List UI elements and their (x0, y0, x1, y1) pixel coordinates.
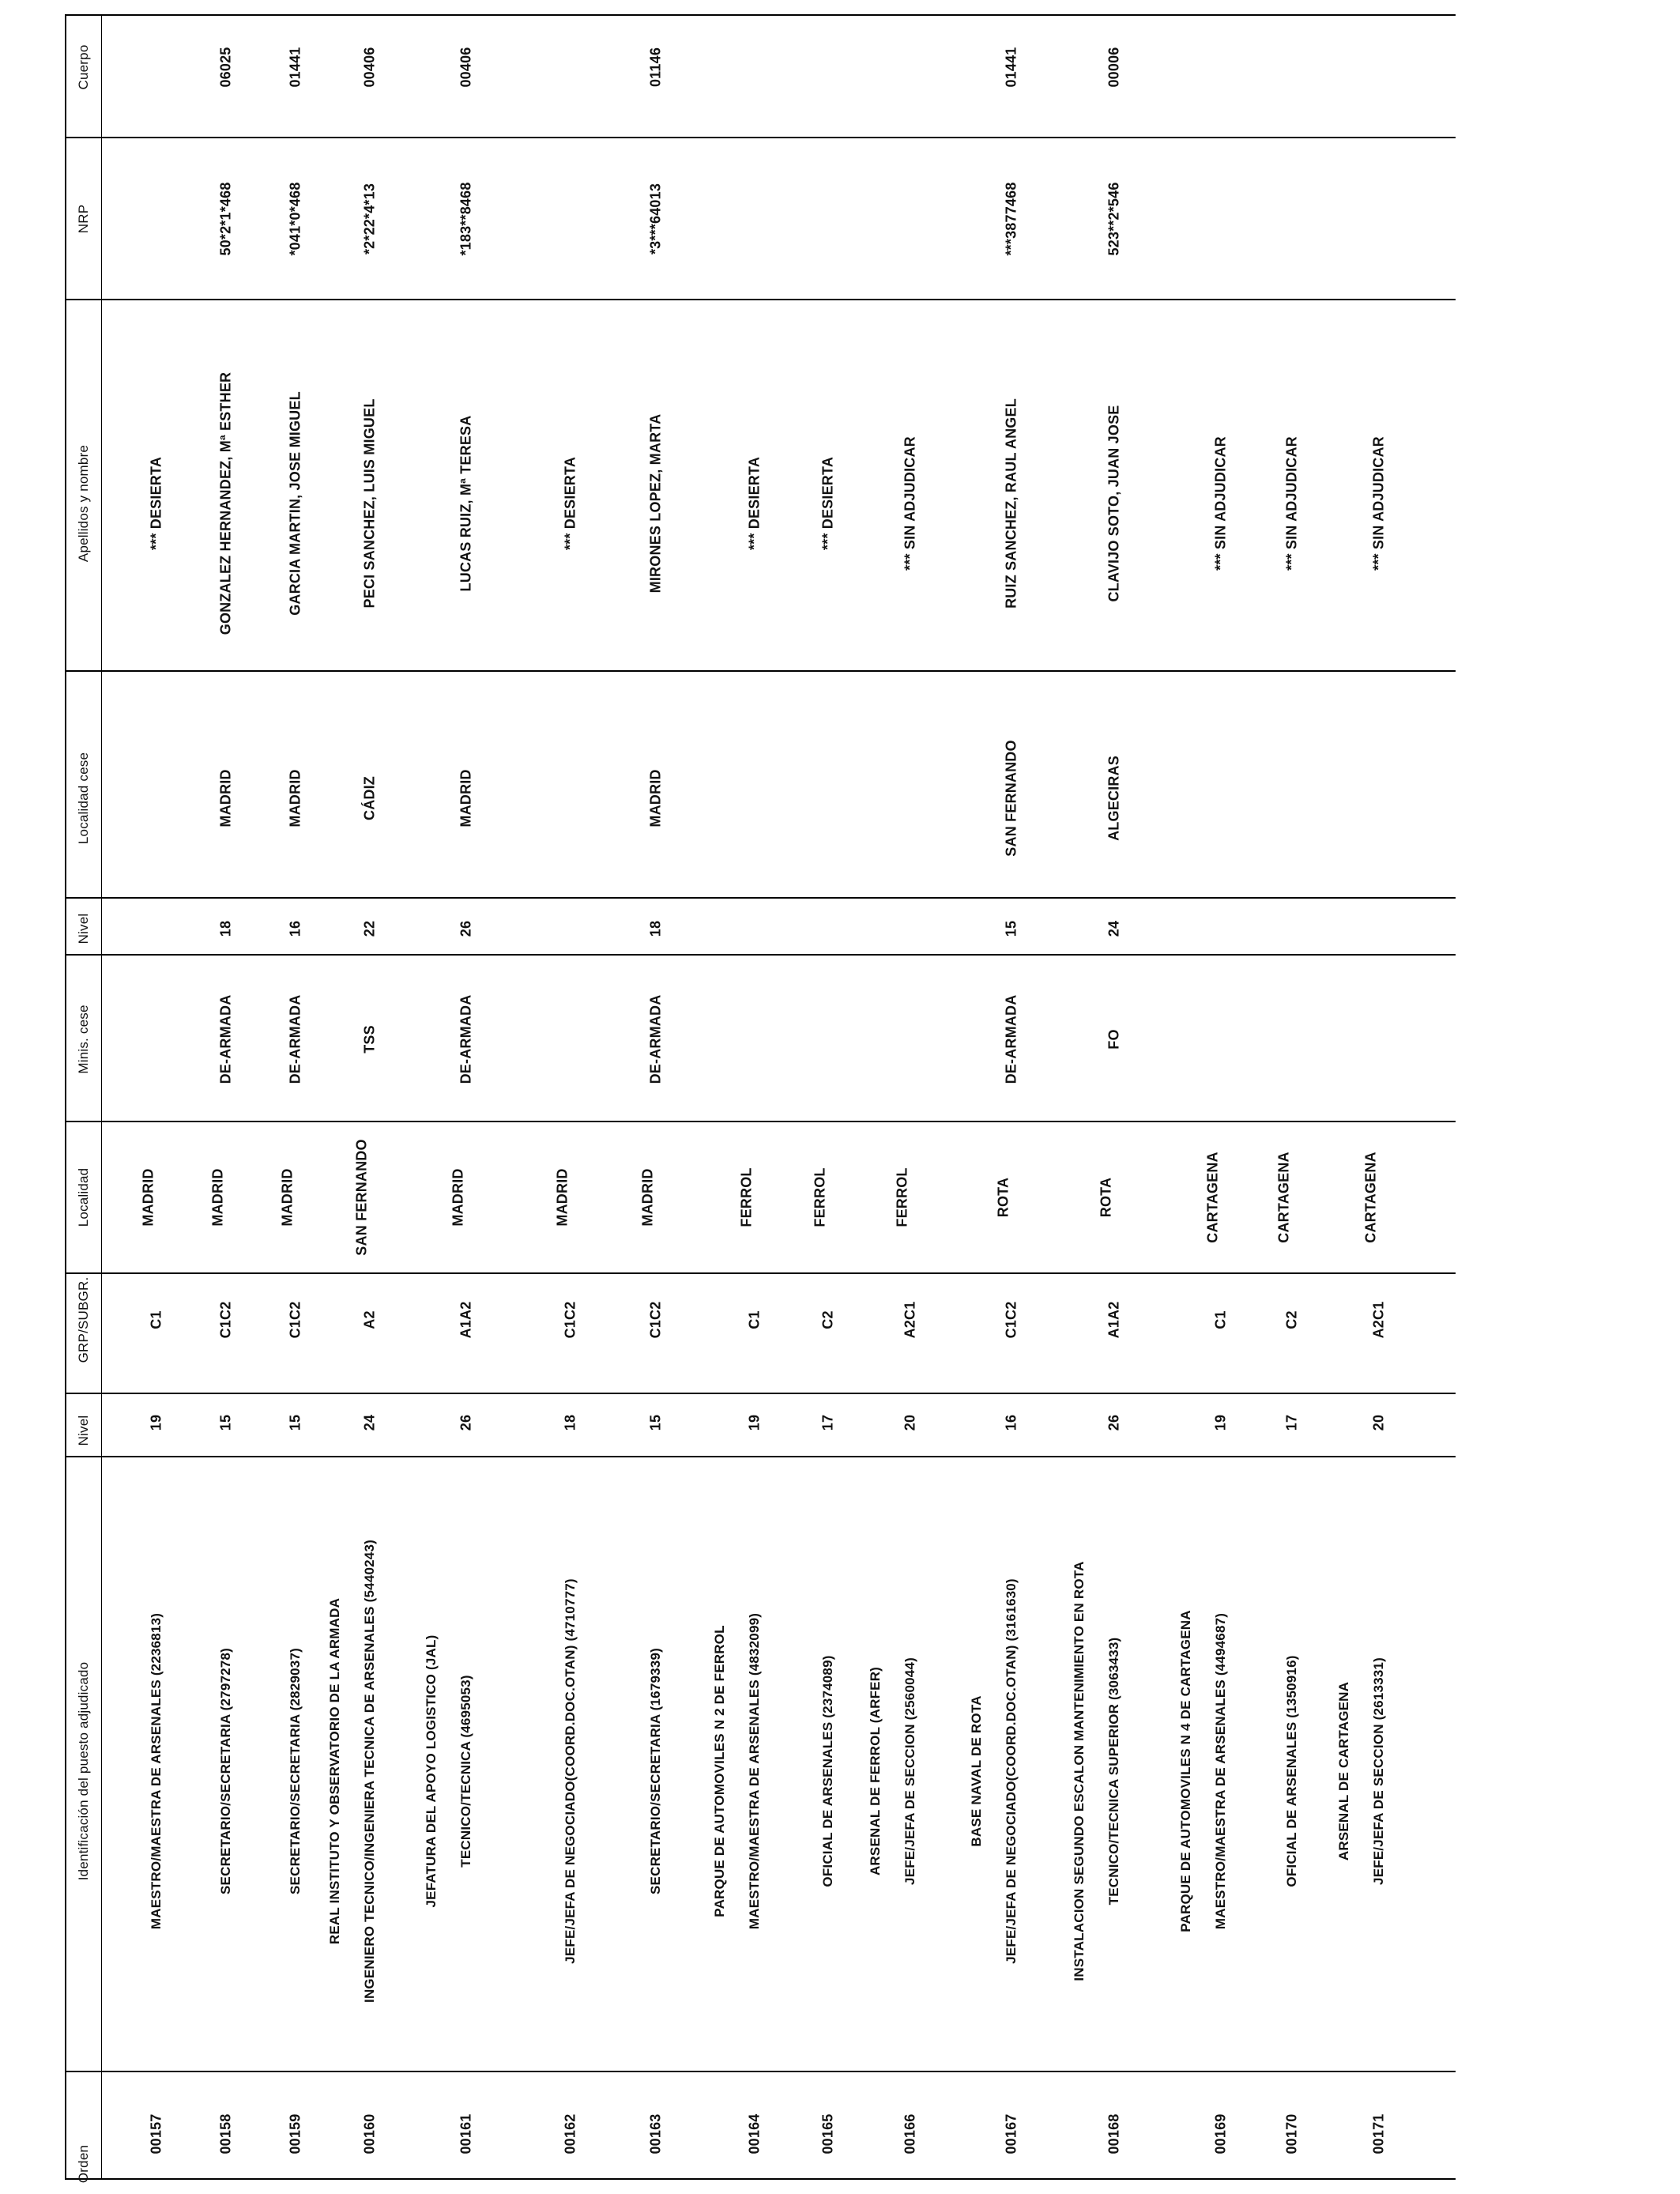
cell-orden: 00159 (287, 2113, 303, 2154)
cell-grp: A1A2 (1106, 1301, 1122, 1339)
cell-localidad-cese: MADRID (217, 769, 234, 827)
cell-minis-cese: DE-ARMADA (287, 994, 303, 1084)
cell-localidad: CARTAGENA (1362, 1152, 1379, 1243)
cell-minis-cese: DE-ARMADA (217, 994, 234, 1084)
cell-puesto: OFICIAL DE ARSENALES (1350916) (1284, 1655, 1299, 1887)
header-apellidos: Apellidos y nombre (76, 444, 91, 563)
cell-localidad: MADRID (639, 1168, 656, 1227)
cell-puesto: INGENIERO TECNICO/INGENIERA TECNICA DE ARSENALES (5440243) (362, 1540, 377, 2003)
cell-puesto: SECRETARIO/SECRETARIA (1679339) (648, 1648, 663, 1894)
cell-localidad: MADRID (279, 1168, 296, 1227)
cell-puesto: JEFE/JEFA DE SECCION (2560044) (902, 1657, 917, 1885)
cell-localidad: ROTA (995, 1177, 1011, 1218)
cell-nivel: 18 (562, 1414, 578, 1431)
cell-nivel: 17 (819, 1414, 836, 1431)
cell-localidad-cese: MADRID (647, 769, 664, 827)
cell-unidad: REAL INSTITUTO Y OBSERVATORIO DE LA ARMADA (327, 1597, 342, 1945)
cell-localidad: MADRID (140, 1168, 156, 1227)
cell-unidad: INSTALACION SEGUNDO ESCALON MANTENIMIENTO EN ROTA (1072, 1561, 1087, 1981)
cell-cuerpo: 00006 (1106, 47, 1122, 88)
cell-cuerpo: 01146 (647, 47, 664, 88)
frame-bottom-rule (65, 2178, 1456, 2180)
cell-orden: 00160 (361, 2113, 378, 2154)
cell-apellidos-nombre: LUCAS RUIZ, Mª TERESA (458, 415, 474, 592)
cell-nivel-cese: 15 (1003, 920, 1019, 937)
column-rule (65, 1393, 1456, 1394)
cell-grp: C2 (819, 1310, 836, 1329)
cell-unidad: ARSENAL DE CARTAGENA (1336, 1681, 1351, 1861)
column-rule (65, 299, 1456, 300)
header-orden: Orden (76, 2144, 91, 2184)
cell-nrp: *3***64013 (647, 183, 664, 255)
cell-grp: C1 (746, 1310, 763, 1329)
cell-localidad: MADRID (209, 1168, 226, 1227)
cell-nivel-cese: 18 (217, 920, 234, 937)
cell-grp: A2C1 (1370, 1301, 1387, 1339)
cell-localidad: ROTA (1098, 1177, 1114, 1218)
cell-nrp: *2*22*4*13 (361, 183, 378, 255)
cell-orden: 00170 (1283, 2113, 1300, 2154)
cell-grp: A2 (361, 1310, 378, 1329)
cell-nivel: 16 (1003, 1414, 1019, 1431)
cell-localidad: CARTAGENA (1204, 1152, 1221, 1243)
cell-apellidos-nombre: MIRONES LOPEZ, MARTA (647, 413, 664, 594)
cell-nivel: 15 (647, 1414, 664, 1431)
cell-localidad: FERROL (894, 1167, 910, 1227)
cell-cuerpo: 06025 (217, 47, 234, 88)
cell-nrp: 50*2*1*468 (217, 182, 234, 256)
cell-apellidos-nombre: *** SIN ADJUDICAR (902, 436, 918, 571)
cell-nivel: 19 (1212, 1414, 1229, 1431)
cell-nrp: *183**8468 (458, 182, 474, 256)
cell-minis-cese: DE-ARMADA (458, 994, 474, 1084)
cell-orden: 00165 (819, 2113, 836, 2154)
cell-localidad-cese: MADRID (287, 769, 303, 827)
cell-puesto: MAESTRO/MAESTRA DE ARSENALES (4494687) (1213, 1612, 1228, 1930)
cell-unidad: JEFATURA DEL APOYO LOGISTICO (JAL) (424, 1634, 439, 1908)
cell-grp: C2 (1283, 1310, 1300, 1329)
header-nrp: NRP (76, 204, 91, 234)
cell-unidad: BASE NAVAL DE ROTA (969, 1695, 984, 1847)
cell-apellidos-nombre: GARCIA MARTIN, JOSE MIGUEL (287, 391, 303, 616)
cell-minis-cese: DE-ARMADA (1003, 994, 1019, 1084)
cell-nivel: 19 (746, 1414, 763, 1431)
cell-nivel: 15 (217, 1414, 234, 1431)
cell-localidad: MADRID (450, 1168, 466, 1227)
cell-grp: C1C2 (287, 1301, 303, 1339)
cell-orden: 00157 (148, 2113, 164, 2154)
cell-apellidos-nombre: *** DESIERTA (746, 456, 763, 551)
cell-orden: 00168 (1106, 2113, 1122, 2154)
cell-nrp: *041*0*468 (287, 182, 303, 256)
cell-apellidos-nombre: *** DESIERTA (148, 456, 164, 551)
cell-apellidos-nombre: *** SIN ADJUDICAR (1370, 436, 1387, 571)
cell-nivel: 26 (458, 1414, 474, 1431)
cell-apellidos-nombre: *** SIN ADJUDICAR (1283, 436, 1300, 571)
cell-orden: 00166 (902, 2113, 918, 2154)
cell-puesto: MAESTRO/MAESTRA DE ARSENALES (4832099) (747, 1612, 762, 1930)
column-rule (65, 1272, 1456, 1274)
cell-localidad: CARTAGENA (1275, 1152, 1292, 1243)
cell-nivel-cese: 16 (287, 920, 303, 937)
cell-nivel-cese: 24 (1106, 920, 1122, 937)
cell-apellidos-nombre: *** DESIERTA (819, 456, 836, 551)
cell-orden: 00161 (458, 2113, 474, 2154)
header-cuerpo: Cuerpo (76, 44, 91, 90)
cell-grp: C1 (148, 1310, 164, 1329)
cell-nivel-cese: 26 (458, 920, 474, 937)
cell-grp: C1C2 (217, 1301, 234, 1339)
cell-cuerpo: 00406 (361, 47, 378, 88)
cell-grp: C1C2 (647, 1301, 664, 1339)
cell-cuerpo: 00406 (458, 47, 474, 88)
cell-puesto: OFICIAL DE ARSENALES (2374089) (820, 1655, 835, 1887)
cell-orden: 00171 (1370, 2113, 1387, 2154)
cell-localidad-cese: SAN FERNANDO (1003, 740, 1019, 857)
header-grp: GRP/SUBGR. (76, 1276, 91, 1363)
column-rule (65, 897, 1456, 899)
cell-nivel: 20 (1370, 1414, 1387, 1431)
frame-left-rule (65, 14, 66, 2180)
cell-nrp: 523**2*546 (1106, 182, 1122, 256)
cell-grp: C1C2 (1003, 1301, 1019, 1339)
cell-apellidos-nombre: RUIZ SANCHEZ, RAUL ANGEL (1003, 398, 1019, 609)
column-rule (65, 1456, 1456, 1457)
cell-localidad: MADRID (554, 1168, 571, 1227)
cell-puesto: JEFE/JEFA DE NEGOCIADO(COORD.DOC.OTAN) (3161630) (1004, 1578, 1019, 1964)
cell-orden: 00158 (217, 2113, 234, 2154)
cell-orden: 00162 (562, 2113, 578, 2154)
cell-orden: 00163 (647, 2113, 664, 2154)
cell-localidad-cese: ALGECIRAS (1106, 756, 1122, 841)
cell-localidad-cese: CÁDIZ (361, 776, 378, 820)
cell-puesto: TECNICO/TECNICA SUPERIOR (3063433) (1106, 1637, 1121, 1906)
header-nivel-cese: Nivel (76, 913, 91, 944)
column-rule (65, 1121, 1456, 1122)
cell-unidad: PARQUE DE AUTOMOVILES N 2 DE FERROL (712, 1625, 727, 1917)
cell-minis-cese: FO (1106, 1029, 1122, 1050)
header-nivel: Nivel (76, 1415, 91, 1446)
column-rule (65, 954, 1456, 956)
cell-apellidos-nombre: CLAVIJO SOTO, JUAN JOSE (1106, 405, 1122, 602)
cell-apellidos-nombre: *** SIN ADJUDICAR (1212, 436, 1229, 571)
cell-grp: A1A2 (458, 1301, 474, 1339)
header-identificacion: Identificación del puesto adjudicado (76, 1661, 91, 1881)
cell-localidad: FERROL (738, 1167, 755, 1227)
cell-puesto: SECRETARIO/SECRETARIA (2797278) (218, 1648, 233, 1894)
column-rule (65, 670, 1456, 672)
cell-orden: 00167 (1003, 2113, 1019, 2154)
cell-nivel: 20 (902, 1414, 918, 1431)
cell-apellidos-nombre: *** DESIERTA (562, 456, 578, 551)
cell-puesto: JEFE/JEFA DE NEGOCIADO(COORD.DOC.OTAN) (4710777) (563, 1578, 578, 1964)
frame-top-rule (65, 14, 1456, 16)
cell-localidad: SAN FERNANDO (353, 1139, 370, 1256)
cell-nivel: 24 (361, 1414, 378, 1431)
cell-puesto: MAESTRO/MAESTRA DE ARSENALES (2236813) (149, 1612, 164, 1930)
column-rule (65, 2071, 1456, 2072)
cell-nivel: 19 (148, 1414, 164, 1431)
cell-orden: 00169 (1212, 2113, 1229, 2154)
cell-nivel-cese: 22 (361, 920, 378, 937)
cell-localidad: FERROL (812, 1167, 828, 1227)
header-localidad-cese: Localidad cese (76, 752, 91, 845)
cell-grp: C1 (1212, 1310, 1229, 1329)
cell-unidad: ARSENAL DE FERROL (ARFER) (868, 1666, 883, 1876)
cell-minis-cese: TSS (361, 1025, 378, 1054)
cell-minis-cese: DE-ARMADA (647, 994, 664, 1084)
header-localidad: Localidad (76, 1167, 91, 1227)
cell-puesto: SECRETARIO/SECRETARIA (2829037) (288, 1648, 303, 1894)
cell-puesto: TECNICO/TECNICA (4695053) (458, 1675, 473, 1868)
header-minis-cese: Minis. cese (76, 1005, 91, 1074)
cell-cuerpo: 01441 (1003, 47, 1019, 88)
cell-puesto: JEFE/JEFA DE SECCION (2613331) (1371, 1657, 1386, 1885)
cell-apellidos-nombre: GONZALEZ HERNANDEZ, Mª ESTHER (217, 371, 234, 635)
cell-grp: A2C1 (902, 1301, 918, 1339)
cell-grp: C1C2 (562, 1301, 578, 1339)
cell-nivel: 26 (1106, 1414, 1122, 1431)
cell-nivel: 15 (287, 1414, 303, 1431)
cell-cuerpo: 01441 (287, 47, 303, 88)
cell-nrp: ***3877468 (1003, 182, 1019, 256)
column-rule (65, 137, 1456, 138)
cell-orden: 00164 (746, 2113, 763, 2154)
cell-nivel: 17 (1283, 1414, 1300, 1431)
cell-nivel-cese: 18 (647, 920, 664, 937)
cell-unidad: PARQUE DE AUTOMOVILES N 4 DE CARTAGENA (1178, 1610, 1193, 1932)
cell-localidad-cese: MADRID (458, 769, 474, 827)
header-separator-rule (101, 14, 102, 2180)
cell-apellidos-nombre: PECI SANCHEZ, LUIS MIGUEL (361, 398, 378, 609)
